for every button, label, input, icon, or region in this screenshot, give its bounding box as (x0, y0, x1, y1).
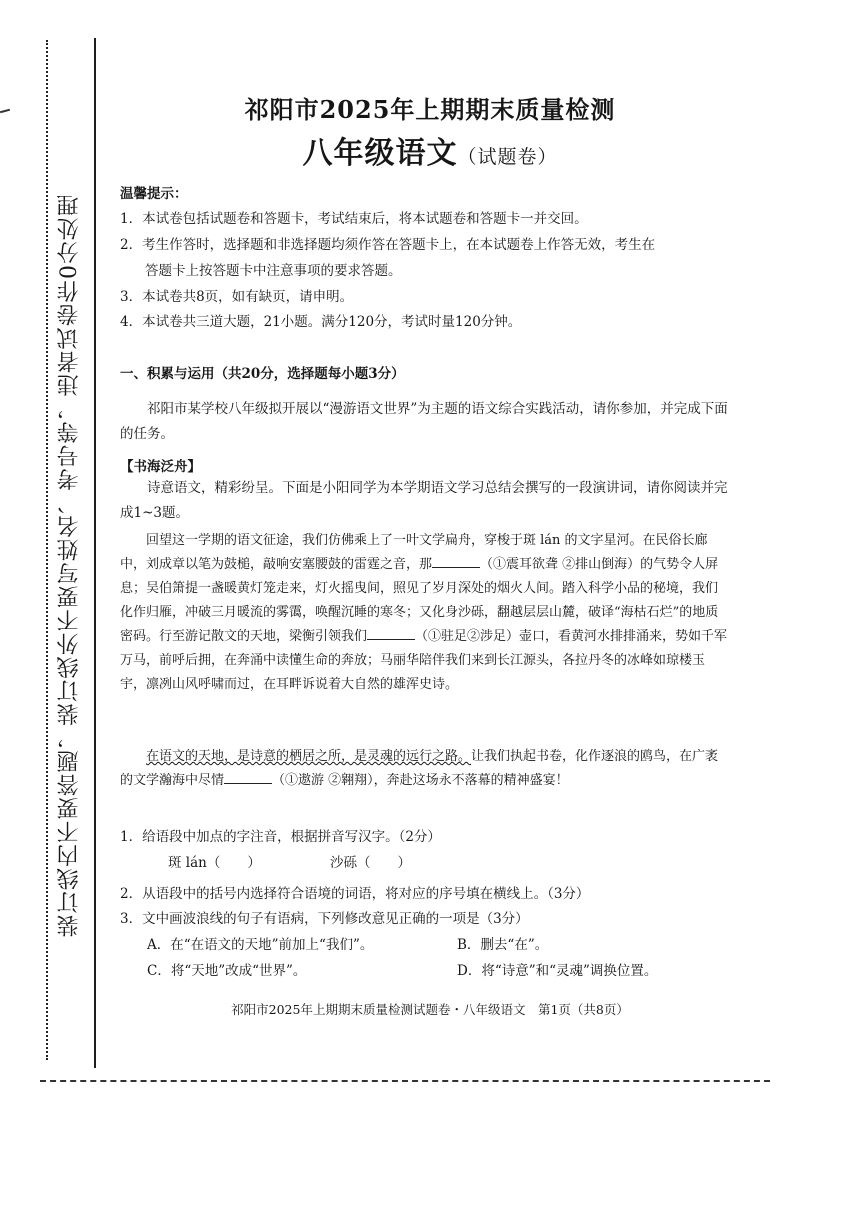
tips-heading: 温馨提示： (120, 186, 188, 202)
tip-item: 答题卡上按答题卡中注意事项的要求答题。 (145, 263, 402, 279)
option-b: B．删去“在”。 (457, 937, 549, 953)
subject-name: 八年级语文 (302, 136, 458, 171)
option-c: C．将“天地”改成“世界”。 (147, 963, 307, 979)
exam-subject-title (0, 128, 860, 172)
bottom-border-line (40, 1080, 770, 1082)
passage-text: 回望这一学期的语文征途，我们仿佛乘上了一叶文学扁舟，穿梭于斑 lán 的文字星河。在民俗长廊中，刘成章以笔为鼓槌，敲响安塞腰鼓的雷霆之音，那 (120, 533, 708, 572)
tip-item: 4．本试卷共三道大题，21小题。满分120分，考试时量120分钟。 (120, 314, 522, 330)
task-intro (120, 476, 730, 525)
page-footer: 祁阳市2025年上期期末质量检测试题卷・八年级语文 第1页（共8页） (231, 1002, 629, 1017)
binding-dotted-line (46, 40, 48, 1060)
question-2: 2．从语段中的括号内选择符合语境的词语，将对应的序号填在横线上。（3分） (120, 886, 590, 902)
binding-solid-line (94, 38, 96, 1068)
section-heading: 一、积累与运用（共20分，选择题每小题3分） (120, 366, 405, 382)
passage-text: 让我们执起书卷，化作逐浪的鸥鸟，在广袤的文学瀚海中尽情 (120, 749, 719, 788)
passage-text: （①驻足②涉足）壶口，看黄河水排排涌来，势如千军万马，前呼后拥，在奔涌中读懂生命的奔放；马丽华陪伴我们来到长江源头，各拉丹冬的冰峰如琼楼玉宇，凛冽山风呼啸而过，在耳畔诉说着大自然的雄浑史诗。 (120, 629, 728, 692)
section-intro-text: 祁阳市某学校八年级拟开展以“漫游语文世界”为主题的语文综合实践活动，请你参加，并完成下面的任务。 (120, 401, 728, 442)
tip-item: 1．本试卷包括试题卷和答题卡，考试结束后，将本试题卷和答题卡一并交回。 (120, 211, 588, 227)
tip-item: 3．本试卷共8页，如有缺页，请申明。 (120, 289, 354, 305)
option-a: A．在“在语文的天地”前加上“我们”。 (147, 937, 374, 953)
tip-item: 2．考生作答时，选择题和非选择题均须作答在答题卡上，在本试题卷上作答无效，考生在 (120, 237, 656, 253)
passage-text: （①震耳欲聋 ②排山倒海）的气势令人屏息；吴伯箫提一盏暖黄灯笼走来，灯火摇曳间，照见了岁月深处的烟火人间。踏入科学小品的秘境，我们化作归雁，冲破三月暖流的雾霭，唤醒沉睡的寒冬；又化身沙砾，翻越层层山麓，破译“海枯石烂”的地质密码。行至游记散文的天地，梁衡引领我们 (120, 557, 719, 644)
passage-paragraph-2 (120, 745, 730, 793)
question-1-item-a: 斑 lán（ ） (168, 855, 261, 871)
exam-title: 祁阳市2025年上期期末质量检测 (244, 95, 616, 124)
passage-paragraph-1 (120, 529, 730, 697)
question-1: 1．给语段中加点的字注音，根据拼音写汉字。（2分） (120, 829, 441, 845)
subsection-heading: 【书海泛舟】 (120, 459, 201, 475)
task-intro-text: 诗意语文，精彩纷呈。下面是小阳同学为本学期语文学习总结会撰写的一段演讲词，请你阅读并完成1~3题。 (120, 480, 728, 521)
wavy-underlined-sentence: 在语文的天地，是诗意的栖居之所，是灵魂的远行之路。 (146, 749, 472, 764)
option-d: D．将“诗意”和“灵魂”调换位置。 (457, 963, 658, 979)
subject-subtitle: （试题卷） (457, 146, 558, 168)
answer-blank (367, 627, 415, 640)
answer-blank (224, 771, 272, 784)
passage-text: （①遨游 ②翱翔），奔赴这场永不落幕的精神盛宴！ (272, 773, 569, 788)
question-1-item-b: 沙砾（ ） (330, 855, 411, 871)
section-intro (120, 397, 730, 446)
binding-line-notice: 装订线内不要答题，装订线外不要写姓名、考号等，违者试卷作0分处理 (57, 193, 82, 937)
answer-blank (432, 555, 480, 568)
question-3: 3．文中画波浪线的句子有语病，下列修改意见正确的一项是（3分） (120, 911, 529, 927)
